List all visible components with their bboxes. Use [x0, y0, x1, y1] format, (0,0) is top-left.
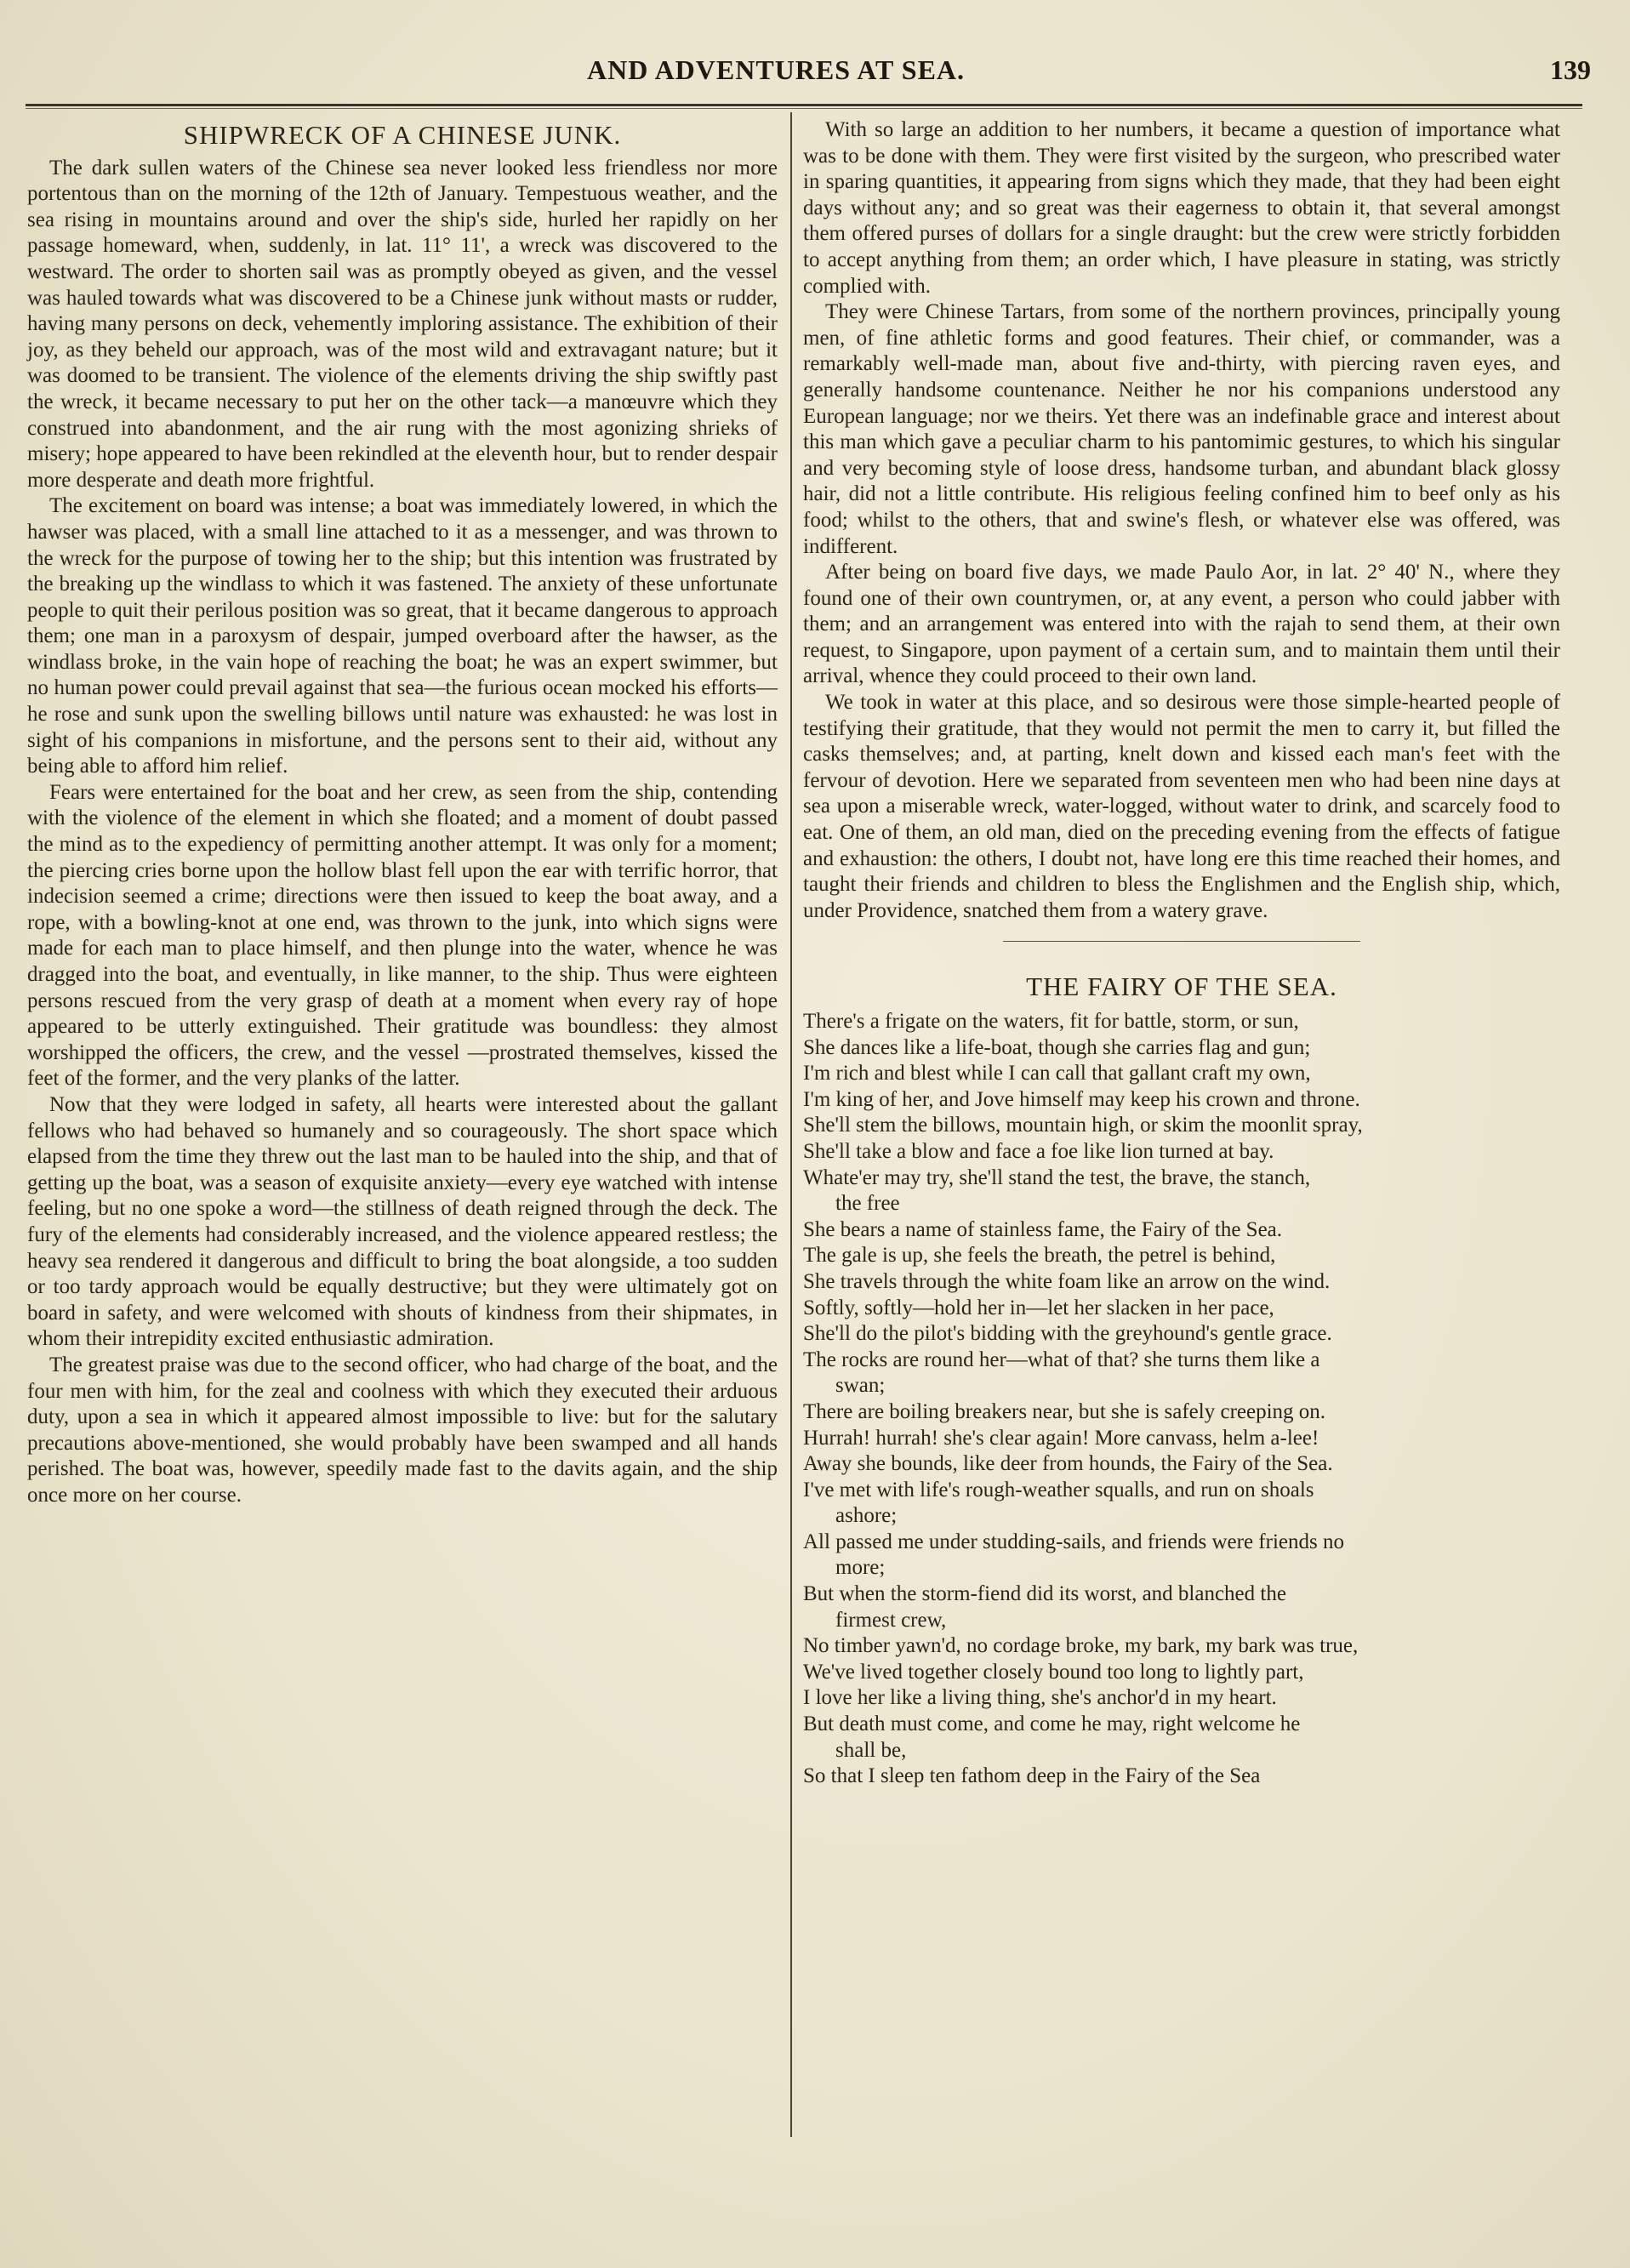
paragraph: The dark sullen waters of the Chinese sea never looked less friendless nor more portentous than on the morning of the 12th of January. Tempestuous weather, and the sea rising in mountains around and over the ship's side, hurled her rapidly on her passage homeward, when, suddenly, in lat. 11° 11', a wreck was discovered to the westward. The order to shorten sail was as promptly obeyed as given, and the vessel was hauled towards what was discovered to be a Chinese junk without masts or rudder, having many persons on deck, vehemently imploring assistance. The exhibition of their joy, as they beheld our approach, was of the most wild and extravagant nature; but it was doomed to be transient. The violence of the elements driving the ship swiftly past the wreck, it became necessary to put her on the other tack—a manœuvre which they construed into abandonment, and the air rung with the most agonizing shrieks of misery; hope appeared to have been rekindled at the eleventh hour, but to render despair more desperate and death more frightful. [27, 156, 778, 492]
poem [803, 1009, 1560, 1790]
poem-title: THE FAIRY OF THE SEA. [1026, 972, 1337, 1002]
poem-line: There are boiling breakers near, but she is safely creeping on. [803, 1399, 1326, 1423]
paragraph: They were Chinese Tartars, from some of the northern provinces, principally young men, of fine athletic forms and good features. Their chief, or commander, was a remarkably well-made man, about five and-thirty, with piercing raven eyes, and generally handsome countenance. Neither he nor his companions understood any European language; nor we theirs. Yet there was an indefinable grace and interest about this man which gave a peculiar charm to his pantomimic gestures, to which his singular and very becoming style of loose dress, handsome turban, and abundant black glossy hair, did not a little contribute. His religious feeling confined him to beef only as his food; whilst to the others, that and swine's flesh, or whatever else was offered, was indifferent. [803, 300, 1560, 558]
poem-line: firmest crew, [835, 1608, 947, 1632]
poem-line: She dances like a life-boat, though she carries flag and gun; [803, 1035, 1311, 1059]
poem-line: I'm king of her, and Jove himself may keep his crown and throne. [803, 1087, 1360, 1111]
poem-line: She'll take a blow and face a foe like lion turned at bay. [803, 1139, 1274, 1163]
paragraph: After being on board five days, we made Paulo Aor, in lat. 2° 40' N., where they found one of their own countrymen, or, at any event, a person who could jabber with them; and an arrangement was entered into with the rajah to send them, at their own request, to Singapore, upon payment of a certain sum, and to maintain them until their arrival, whence they could proceed to their own land. [803, 561, 1560, 688]
poem-line: But death must come, and come he may, right welcome he [803, 1712, 1301, 1736]
poem-line: ashore; [835, 1504, 898, 1528]
poem-line: We've lived together closely bound too long to lightly part, [803, 1660, 1304, 1684]
paragraph: With so large an addition to her numbers, it became a question of importance what was to be done with them. They were first visited by the surgeon, who prescribed water in sparing quantities, it appearing from signs which they made, that they had been eight days without any; and so great was their eagerness to obtain it, that several amongst them offered purses of dollars for a single draught: but the crew were strictly forbidden to accept anything from them; an order which, I have pleasure in stating, was strictly complied with. [803, 118, 1560, 298]
paragraph: Fears were entertained for the boat and her crew, as seen from the ship, contending with the violence of the element in which she floated; and a moment of doubt passed the mind as to the expediency of permitting another attempt. It was only for a moment; the piercing cries borne upon the hollow blast fell upon the ear with terrific horror, that indecision seemed a crime; directions were then issued to keep the boat away, and a rope, with a bowling-knot at one end, was thrown to the junk, into which signs were made for each man to place himself, and then plunge into the water, whence he was dragged into the boat, and eventually, in like manner, to the ship. Thus were eighteen persons rescued from the very grasp of death at a moment when every ray of hope appeared to be utterly extinguished. Their gratitude was boundless: they almost worshipped the officers, the crew, and the vessel —prostrated themselves, kissed the feet of the former, and the very planks of the latter. [27, 780, 778, 1091]
poem-line: The rocks are round her—what of that? she turns them like a [803, 1348, 1320, 1371]
header-rule-thin [26, 108, 1582, 109]
poem-line: I've met with life's rough-weather squalls, and run on shoals [803, 1478, 1314, 1502]
poem-line: the free [835, 1192, 900, 1216]
poem-line: shall be, [835, 1738, 907, 1762]
poem-line: So that I sleep ten fathom deep in the Fairy of the Sea [803, 1764, 1261, 1788]
running-title: AND ADVENTURES AT SEA. [587, 54, 966, 85]
running-head [0, 54, 1630, 97]
paragraph: The greatest praise was due to the second officer, who had charge of the boat, and the four men with him, for the zeal and coolness with which they executed their arduous duty, upon a sea in which it appeared almost impossible to live: but for the salutary precautions above-mentioned, she would probably have been swamped and all hands perished. The boat was, however, speedily made fast to the davits again, and the ship once more on her course. [27, 1353, 778, 1507]
poem-line: Away she bounds, like deer from hounds, the Fairy of the Sea. [803, 1452, 1333, 1476]
poem-line: Whate'er may try, she'll stand the test, the brave, the stanch, [803, 1165, 1311, 1189]
paragraph: Now that they were lodged in safety, all hearts were interested about the gallant fellows who had behaved so humanely and so courageously. The short space which elapsed from the time they threw out the last man to be hauled into the ship, and that of getting up the boat, was a season of exquisite anxiety—every eye watched with intense feeling, but no one spoke a word—the stillness of death reigned through the deck. The fury of the elements had considerably increased, and the violence appeared restless; the heavy sea rendered it dangerous and difficult to bring the boat alongside, a too sudden or too tardy approach would be equally destructive; but they were ultimately got on board in safety, and were welcomed with shouts of kindness from their shipmates, in whom their intrepidity excited enthusiastic admiration. [27, 1092, 778, 1351]
poem-line: She'll do the pilot's bidding with the greyhound's gentle grace. [803, 1322, 1332, 1346]
column-divider [790, 112, 792, 2137]
right-column [803, 117, 1560, 1790]
poem-line: I love her like a living thing, she's anchor'd in my heart. [803, 1686, 1277, 1710]
section-rule [1003, 941, 1360, 942]
poem-line: No timber yawn'd, no cordage broke, my bark, my bark was true, [803, 1634, 1359, 1658]
left-column [27, 117, 778, 1508]
poem-line: She travels through the white foam like an arrow on the wind. [803, 1269, 1331, 1293]
poem-line: Softly, softly—hold her in—let her slacken in her pace, [803, 1296, 1274, 1319]
poem-line: The gale is up, she feels the breath, the petrel is behind, [803, 1244, 1276, 1268]
paragraph: The excitement on board was intense; a boat was immediately lowered, in which the hawser was placed, with a small line attached to it as a messenger, and was thrown to the wreck for the purpose of towing her to the ship; but this intention was frustrated by the breaking up the windlass to which it was fastened. The anxiety of these unfortunate people to quit their perilous position was so great, that it became dangerous to approach them; one man in a paroxysm of despair, jumped overboard after the hawser, as the windlass broke, in the vain hope of reaching the boat; he was an expert swimmer, but no human power could prevail against that sea—the furious ocean mocked his efforts—he rose and sunk upon the swelling billows until nature was exhausted: he was lost in sight of his companions in misfortune, and the persons sent to their aid, without any being able to afford him relief. [27, 494, 778, 778]
poem-line: I'm rich and blest while I can call that gallant craft my own, [803, 1062, 1311, 1086]
poem-line: There's a frigate on the waters, fit for battle, storm, or sun, [803, 1010, 1299, 1033]
poem-line: But when the storm-fiend did its worst, and blanched the [803, 1582, 1286, 1606]
page-number: 139 [1550, 54, 1591, 85]
poem-line: She bears a name of stainless fame, the Fairy of the Sea. [803, 1217, 1283, 1241]
poem-line: more; [835, 1556, 886, 1580]
poem-line: Hurrah! hurrah! she's clear again! More canvass, helm a-lee! [803, 1426, 1319, 1450]
paragraph: We took in water at this place, and so desirous were those simple-hearted people of testifying their gratitude, that they would not permit the men to carry it, but filled the casks themselves; and, at parting, knelt down and kissed each man's feet with the fervour of devotion. Here we separated from seventeen men who had been nine days at sea upon a miserable wreck, water-logged, without water to drink, and scarcely food to eat. One of them, an old man, died on the preceding evening from the effects of fatigue and exhaustion: the others, I doubt not, have long ere this time reached their homes, and taught their friends and children to bless the Englishmen and the English ship, which, under Providence, snatched them from a watery grave. [803, 691, 1560, 922]
poem-line: swan; [835, 1374, 886, 1398]
poem-line: She'll stem the billows, mountain high, or skim the moonlit spray, [803, 1114, 1363, 1137]
article-title: SHIPWRECK OF A CHINESE JUNK. [183, 120, 622, 150]
header-rule [26, 104, 1582, 106]
poem-line: All passed me under studding-sails, and friends were friends no [803, 1530, 1344, 1553]
